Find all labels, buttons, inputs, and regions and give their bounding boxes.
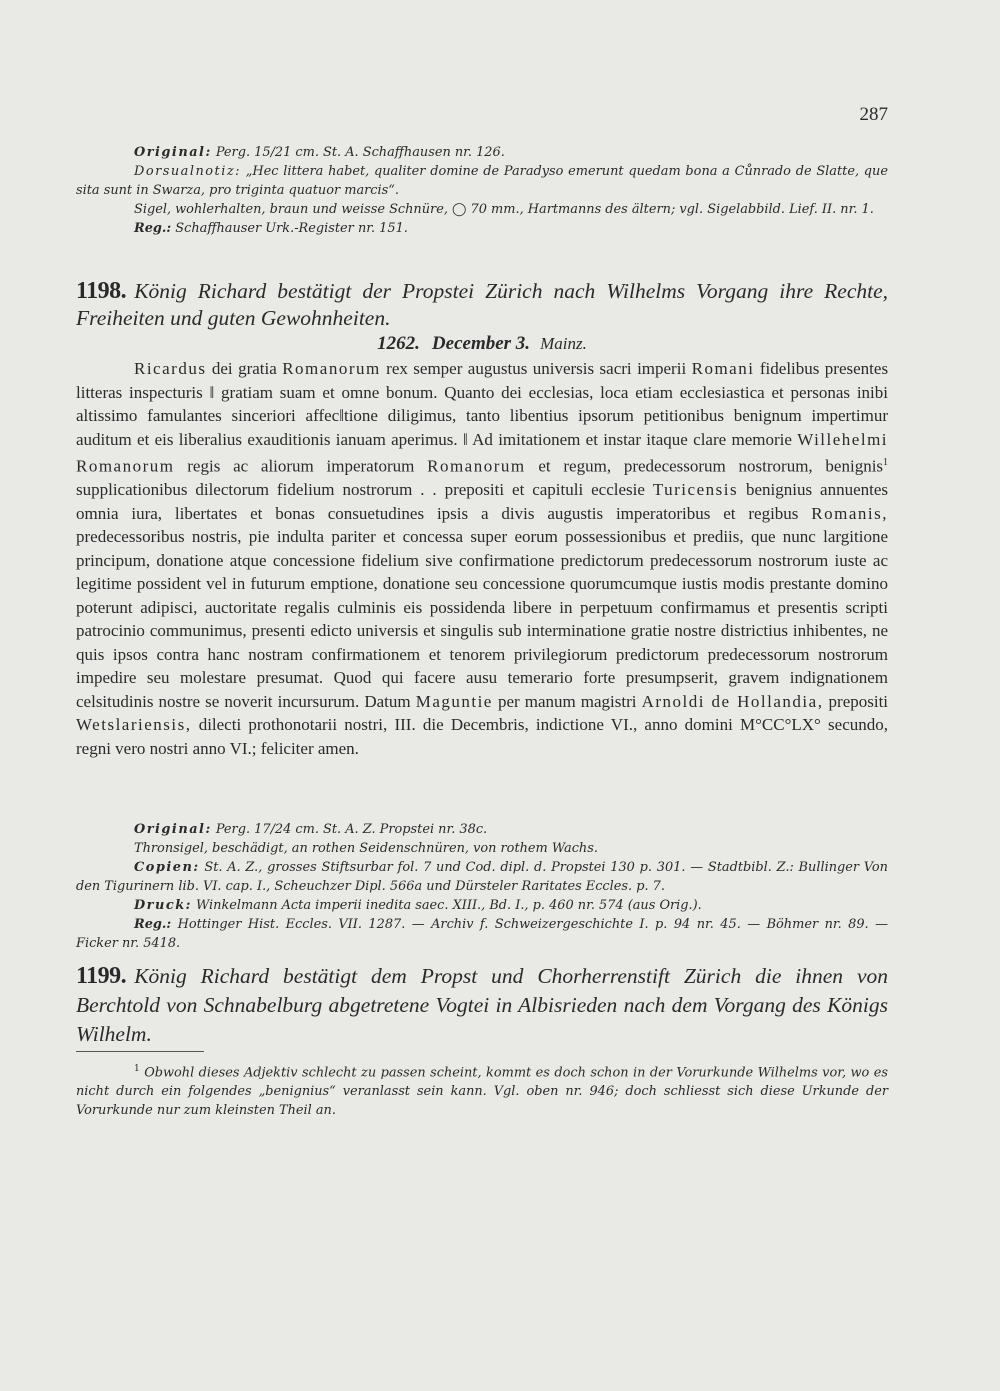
note-original xyxy=(76,143,888,162)
note-label: Reg.: xyxy=(134,917,172,932)
name-spaced: Romani xyxy=(691,359,755,378)
previous-document-notes xyxy=(76,143,888,238)
document-1198-notes xyxy=(76,820,888,953)
note-reg xyxy=(76,915,888,953)
note-text: Schaffhauser Urk.-Register nr. 151. xyxy=(175,221,408,236)
charter-text xyxy=(76,357,888,760)
document-title: König Richard bestätigt der Propstei Zürich nach Wilhelms Vorgang ihre Rechte, Freiheiten und guten Gewohnheiten. xyxy=(76,279,888,330)
document-1199 xyxy=(76,962,888,1049)
note-text: Winkelmann Acta imperii inedita saec. XIII., Bd. I., p. 460 nr. 574 (aus Orig.). xyxy=(196,898,702,913)
name-spaced: Maguntie xyxy=(415,691,493,711)
note-text: Perg. 17/24 cm. St. A. Z. Propstei nr. 38c. xyxy=(215,822,488,837)
name-spaced: Romanorum xyxy=(427,456,526,476)
document-title: König Richard bestätigt dem Propst und Chorherrenstift Zürich die ihnen von Berchtold von Schnabelburg abgetretene Vogtei in Albisrieden nach dem Vorgang des Königs Wilhelm. xyxy=(76,964,888,1046)
note-label: Druck: xyxy=(134,898,192,913)
note-text: Hottinger Hist. Eccles. VII. 1287. — Archiv f. Schweizergeschichte I. p. 94 nr. 45. — Böhmer nr. 89. — Ficker nr. 5418. xyxy=(76,917,888,951)
page-number: 287 xyxy=(859,104,888,125)
footnote-mark: 1 xyxy=(134,1064,140,1074)
dateline xyxy=(76,333,888,355)
document-number: 1199. xyxy=(76,963,127,989)
footnote-divider xyxy=(76,1051,204,1052)
note-label: Original: xyxy=(134,822,212,837)
name-spaced: Romanorum xyxy=(282,359,381,378)
note-seal: Thronsigel, beschädigt, an rothen Seidenschnüren, von rothem Wachs. xyxy=(134,841,598,856)
text-run: prepositi xyxy=(828,691,889,711)
note-dorsual xyxy=(76,162,888,200)
name-spaced: Willehelmi Romanorum xyxy=(76,429,889,476)
name-spaced: Romanis, xyxy=(811,503,888,523)
name-spaced: Wetslariensis, xyxy=(76,715,192,735)
text-run: per manum magistri xyxy=(497,691,637,711)
note-sigel: Sigel, wohlerhalten, braun und weisse Schnüre, ◯ 70 mm., Hartmanns des ältern; vgl. Sigelabbild. Lief. II. nr. 1. xyxy=(134,202,874,217)
date-year: 1262. xyxy=(377,333,420,354)
footnote-ref: 1 xyxy=(883,457,889,468)
note-print xyxy=(76,896,888,915)
text-run: fidelibus presentes litteras inspecturis ‖ gratiam suam et omne bonum. Quanto dei ecclesias, loca etiam ecclesiastica et personas inibi altissimo famulantes sinceriori affec‖tione diligimus, tanto libentius ipsorum petitionibus benignum impertimur auditum et eis liberalius exauditionis ianuam aperimus. ‖ Ad imitationem et instar itaque clare memorie xyxy=(76,359,889,449)
text-run: dilecti prothonotarii nostri, III. die Decembris, indictione VI., anno domini M°CC°LX° secundo, regni vero nostri anno VI.; feliciter amen. xyxy=(76,715,889,758)
date-day: December 3. xyxy=(431,333,531,354)
note-text: St. A. Z., grosses Stiftsurbar fol. 7 und Cod. dipl. d. Propstei 130 p. 301. — Stadtbibl. Z.: Bullinger Von den Tigurinern lib. VI. cap. I., Scheuchzer Dipl. 566a und Dürsteler Raritates Eccles. p. 7. xyxy=(76,860,888,894)
document-1198 xyxy=(76,278,888,760)
note-label: Reg.: xyxy=(134,221,172,236)
name-spaced: Arnoldi de Hollandia, xyxy=(641,691,824,711)
date-place: Mainz. xyxy=(540,334,587,353)
document-heading xyxy=(76,278,888,332)
note-label: Copien: xyxy=(134,860,200,875)
document-number: 1198. xyxy=(76,278,127,304)
note-text: Perg. 15/21 cm. St. A. Schaffhausen nr. 126. xyxy=(215,145,505,160)
text-run: rex semper augustus universis sacri imperii xyxy=(386,359,687,378)
note-original xyxy=(76,820,888,839)
text-run: predecessoribus nostris, pie indulta pariter et concessa super eorum possessionibus et prediis, que nunc largitione principum, donatione atque concessione fidelium sive confirmatione predictorum predecessorum nostrorum iuste ac legitime possident vel in futurum emptione, donatione seu concessione quorumcumque iustis modis prestante domino poterunt adipisci, auctoritate regalis culminis eis possidenda libere in perpetuum confirmamus et presentis scripti patrocinio communimus, presenti edicto universis et singulis sub interminatione gratie nostre districtius inhibentes, ne quis ipsos contra hanc nostram confirmationem et tenorem privilegiorum predictorum predecessorum nostrorum impedire seu molestare presumat. Quod qui facere ausu temerario forte presumpserit, gravem indignationem celsitudinis nostre se noverit incursurum. Datum xyxy=(76,527,888,711)
name-spaced: Ricardus xyxy=(134,359,207,378)
text-run: benignius annuentes omnia iura, libertates et bonas consuetudines ipsis a divis augustis imperatoribus et regibus xyxy=(76,480,889,523)
document-heading xyxy=(76,962,888,1049)
footnote-text: Obwohl dieses Adjektiv schlecht zu passen scheint, kommt es doch schon in der Vorurkunde Wilhelms vor, wo es nicht durch ein folgendes „benignius“ veranlasst sein kann. Vgl. oben nr. 946; doch schliesst sich diese Urkunde der Vorurkunde nur zum kleinsten Theil an. xyxy=(76,1065,888,1119)
note-label: Original: xyxy=(134,145,212,160)
text-run: dei gratia xyxy=(211,359,277,378)
note-copies xyxy=(76,858,888,896)
note-text: „Hec littera habet, qualiter domine de Paradyso emerunt quedam bona a Cůnrado de Slatte, que sita sunt in Swarza, pro triginta quatuor marcis“. xyxy=(76,164,888,198)
text-run: supplicationibus dilectorum fidelium nostrorum . . prepositi et capituli ecclesie xyxy=(76,480,645,500)
text-run: et regum, predecessorum nostrorum, benignis xyxy=(538,456,884,476)
note-label: Dorsualnotiz: xyxy=(134,164,241,179)
footnotes xyxy=(76,1060,888,1120)
text-run: regis ac aliorum imperatorum xyxy=(187,456,415,476)
footnote xyxy=(76,1060,888,1120)
name-spaced: Turicensis xyxy=(652,480,739,500)
note-reg xyxy=(76,219,888,238)
